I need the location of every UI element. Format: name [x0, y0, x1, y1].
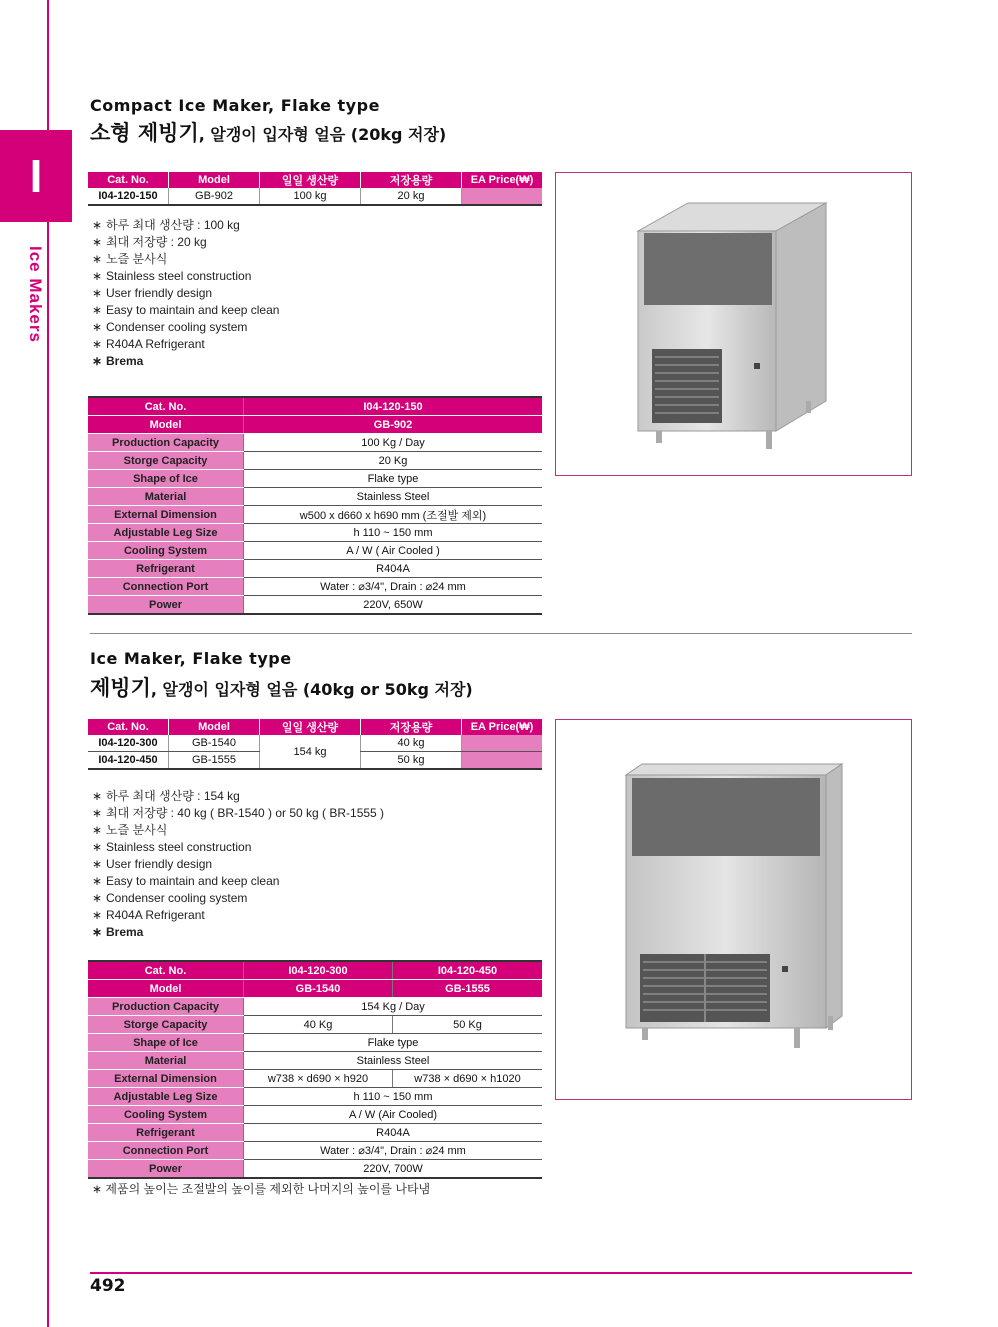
list-item: ∗ User friendly design	[92, 286, 213, 300]
ice-maker-illustration	[556, 173, 911, 475]
ice-maker-illustration	[556, 720, 911, 1099]
list-item: ∗ 최대 저장량 : 40 kg ( BR-1540 ) or 50 kg ( BR-1555 )	[92, 806, 385, 820]
section1-title-en: Compact Ice Maker, Flake type	[90, 96, 380, 115]
table-row: Storge Capacity 40 Kg 50 Kg	[88, 1016, 542, 1034]
price-header-row	[88, 719, 542, 735]
list-item: ∗ Stainless steel construction	[92, 269, 252, 283]
section2-spec-table	[88, 960, 542, 1179]
cell-price	[462, 752, 543, 770]
table-row: Material Stainless Steel	[88, 488, 542, 506]
list-item: ∗ User friendly design	[92, 857, 213, 871]
chapter-label: Ice Makers	[26, 246, 45, 343]
table-row: Connection Port Water : ⌀3/4", Drain : ⌀24 mm	[88, 578, 542, 596]
table-row: Cooling System A / W (Air Cooled)	[88, 1106, 542, 1124]
cell-price	[462, 735, 543, 752]
table-row: Production Capacity 100 Kg / Day	[88, 434, 542, 452]
list-item: ∗ Stainless steel construction	[92, 840, 252, 854]
list-item: ∗ R404A Refrigerant	[92, 337, 205, 351]
cell-storage: 50 kg	[361, 752, 462, 770]
col-model: Model	[169, 719, 260, 735]
col-model: Model	[169, 172, 260, 188]
section1-price-table	[88, 172, 542, 206]
list-item: ∗ Easy to maintain and keep clean	[92, 874, 280, 888]
chapter-letter: I	[29, 150, 43, 202]
spec-cat-row: Cat. No. I04-120-150	[88, 397, 542, 416]
chapter-tab	[0, 130, 72, 222]
list-item: ∗ 최대 저장량 : 20 kg	[92, 235, 207, 249]
footer-rule	[90, 1272, 912, 1274]
section-divider	[90, 633, 912, 634]
table-row: Storge Capacity 20 Kg	[88, 452, 542, 470]
table-row	[88, 188, 542, 205]
table-row: External Dimension w738 × d690 × h920 w738 × d690 × h1020	[88, 1070, 542, 1088]
table-row: Adjustable Leg Size h 110 ~ 150 mm	[88, 1088, 542, 1106]
list-item: ∗ Condenser cooling system	[92, 320, 248, 334]
section1-title-ko-main: 소형 제빙기	[90, 121, 199, 145]
table-row: Adjustable Leg Size h 110 ~ 150 mm	[88, 524, 542, 542]
section2-title-en: Ice Maker, Flake type	[90, 649, 292, 668]
table-row: Material Stainless Steel	[88, 1052, 542, 1070]
section2-title-ko-main: 제빙기	[90, 676, 151, 700]
table-row: Refrigerant R404A	[88, 1124, 542, 1142]
list-item: ∗ 노즐 분사식	[92, 823, 168, 837]
table-row: Refrigerant R404A	[88, 560, 542, 578]
list-item: ∗ 노즐 분사식	[92, 252, 168, 266]
spec-model-row: Model GB-902	[88, 416, 542, 434]
table-row: Cooling System A / W ( Air Cooled )	[88, 542, 542, 560]
col-daily: 일일 생산량	[260, 719, 361, 735]
product-image-gb1540	[555, 719, 912, 1100]
section2-title-ko-sub: , 알갱이 입자형 얼음 (40kg or 50kg 저장)	[150, 680, 473, 699]
table-row: Shape of Ice Flake type	[88, 470, 542, 488]
table-row: External Dimension w500 x d660 x h690 mm (조절발 제외)	[88, 506, 542, 524]
list-item: ∗ Condenser cooling system	[92, 891, 248, 905]
table-row: Shape of Ice Flake type	[88, 1034, 542, 1052]
cell-storage: 40 kg	[361, 735, 462, 752]
cell-model: GB-1540	[169, 735, 260, 752]
spec-cat-row: Cat. No. I04-120-300 I04-120-450	[88, 961, 542, 980]
cell-storage: 20 kg	[361, 188, 462, 205]
cell-model: GB-902	[169, 188, 260, 205]
cell-daily: 100 kg	[260, 188, 361, 205]
cell-price	[462, 188, 543, 205]
section2-feature-list	[92, 788, 384, 941]
col-daily: 일일 생산량	[260, 172, 361, 188]
section1-title-ko	[90, 117, 446, 147]
table-row: Production Capacity 154 Kg / Day	[88, 998, 542, 1016]
col-storage: 저장용량	[361, 172, 462, 188]
spec-model-row: Model GB-1540 GB-1555	[88, 980, 542, 998]
cell-cat-no: I04-120-450	[88, 752, 169, 770]
col-cat-no: Cat. No.	[88, 172, 169, 188]
section2-price-table	[88, 719, 542, 770]
list-item: ∗ R404A Refrigerant	[92, 908, 205, 922]
table-row: Power 220V, 650W	[88, 596, 542, 615]
list-item: ∗ 하루 최대 생산량 : 154 kg	[92, 789, 240, 803]
section1-spec-table	[88, 396, 542, 615]
list-item: ∗ 하루 최대 생산량 : 100 kg	[92, 218, 240, 232]
product-image-gb902	[555, 172, 912, 476]
section1-feature-list	[92, 217, 279, 370]
cell-model: GB-1555	[169, 752, 260, 770]
cell-daily: 154 kg	[260, 735, 361, 769]
brand-item: ∗ Brema	[92, 354, 144, 368]
section1-title-ko-sub: , 알갱이 입자형 얼음 (20kg 저장)	[198, 125, 447, 144]
cell-cat-no: I04-120-150	[88, 188, 169, 205]
table-row: Power 220V, 700W	[88, 1160, 542, 1179]
page-number: 492	[90, 1276, 126, 1296]
list-item: ∗ Easy to maintain and keep clean	[92, 303, 280, 317]
cell-cat-no: I04-120-300	[88, 735, 169, 752]
price-header-row	[88, 172, 542, 188]
col-storage: 저장용량	[361, 719, 462, 735]
footnote: ∗ 제품의 높이는 조절발의 높이를 제외한 나머지의 높이를 나타냄	[92, 1182, 431, 1196]
col-price: EA Price(₩)	[462, 172, 543, 188]
table-row	[88, 735, 542, 752]
brand-item: ∗ Brema	[92, 925, 144, 939]
table-row: Connection Port Water : ⌀3/4", Drain : ⌀24 mm	[88, 1142, 542, 1160]
col-price: EA Price(₩)	[462, 719, 543, 735]
section2-title-ko	[90, 672, 473, 702]
col-cat-no: Cat. No.	[88, 719, 169, 735]
